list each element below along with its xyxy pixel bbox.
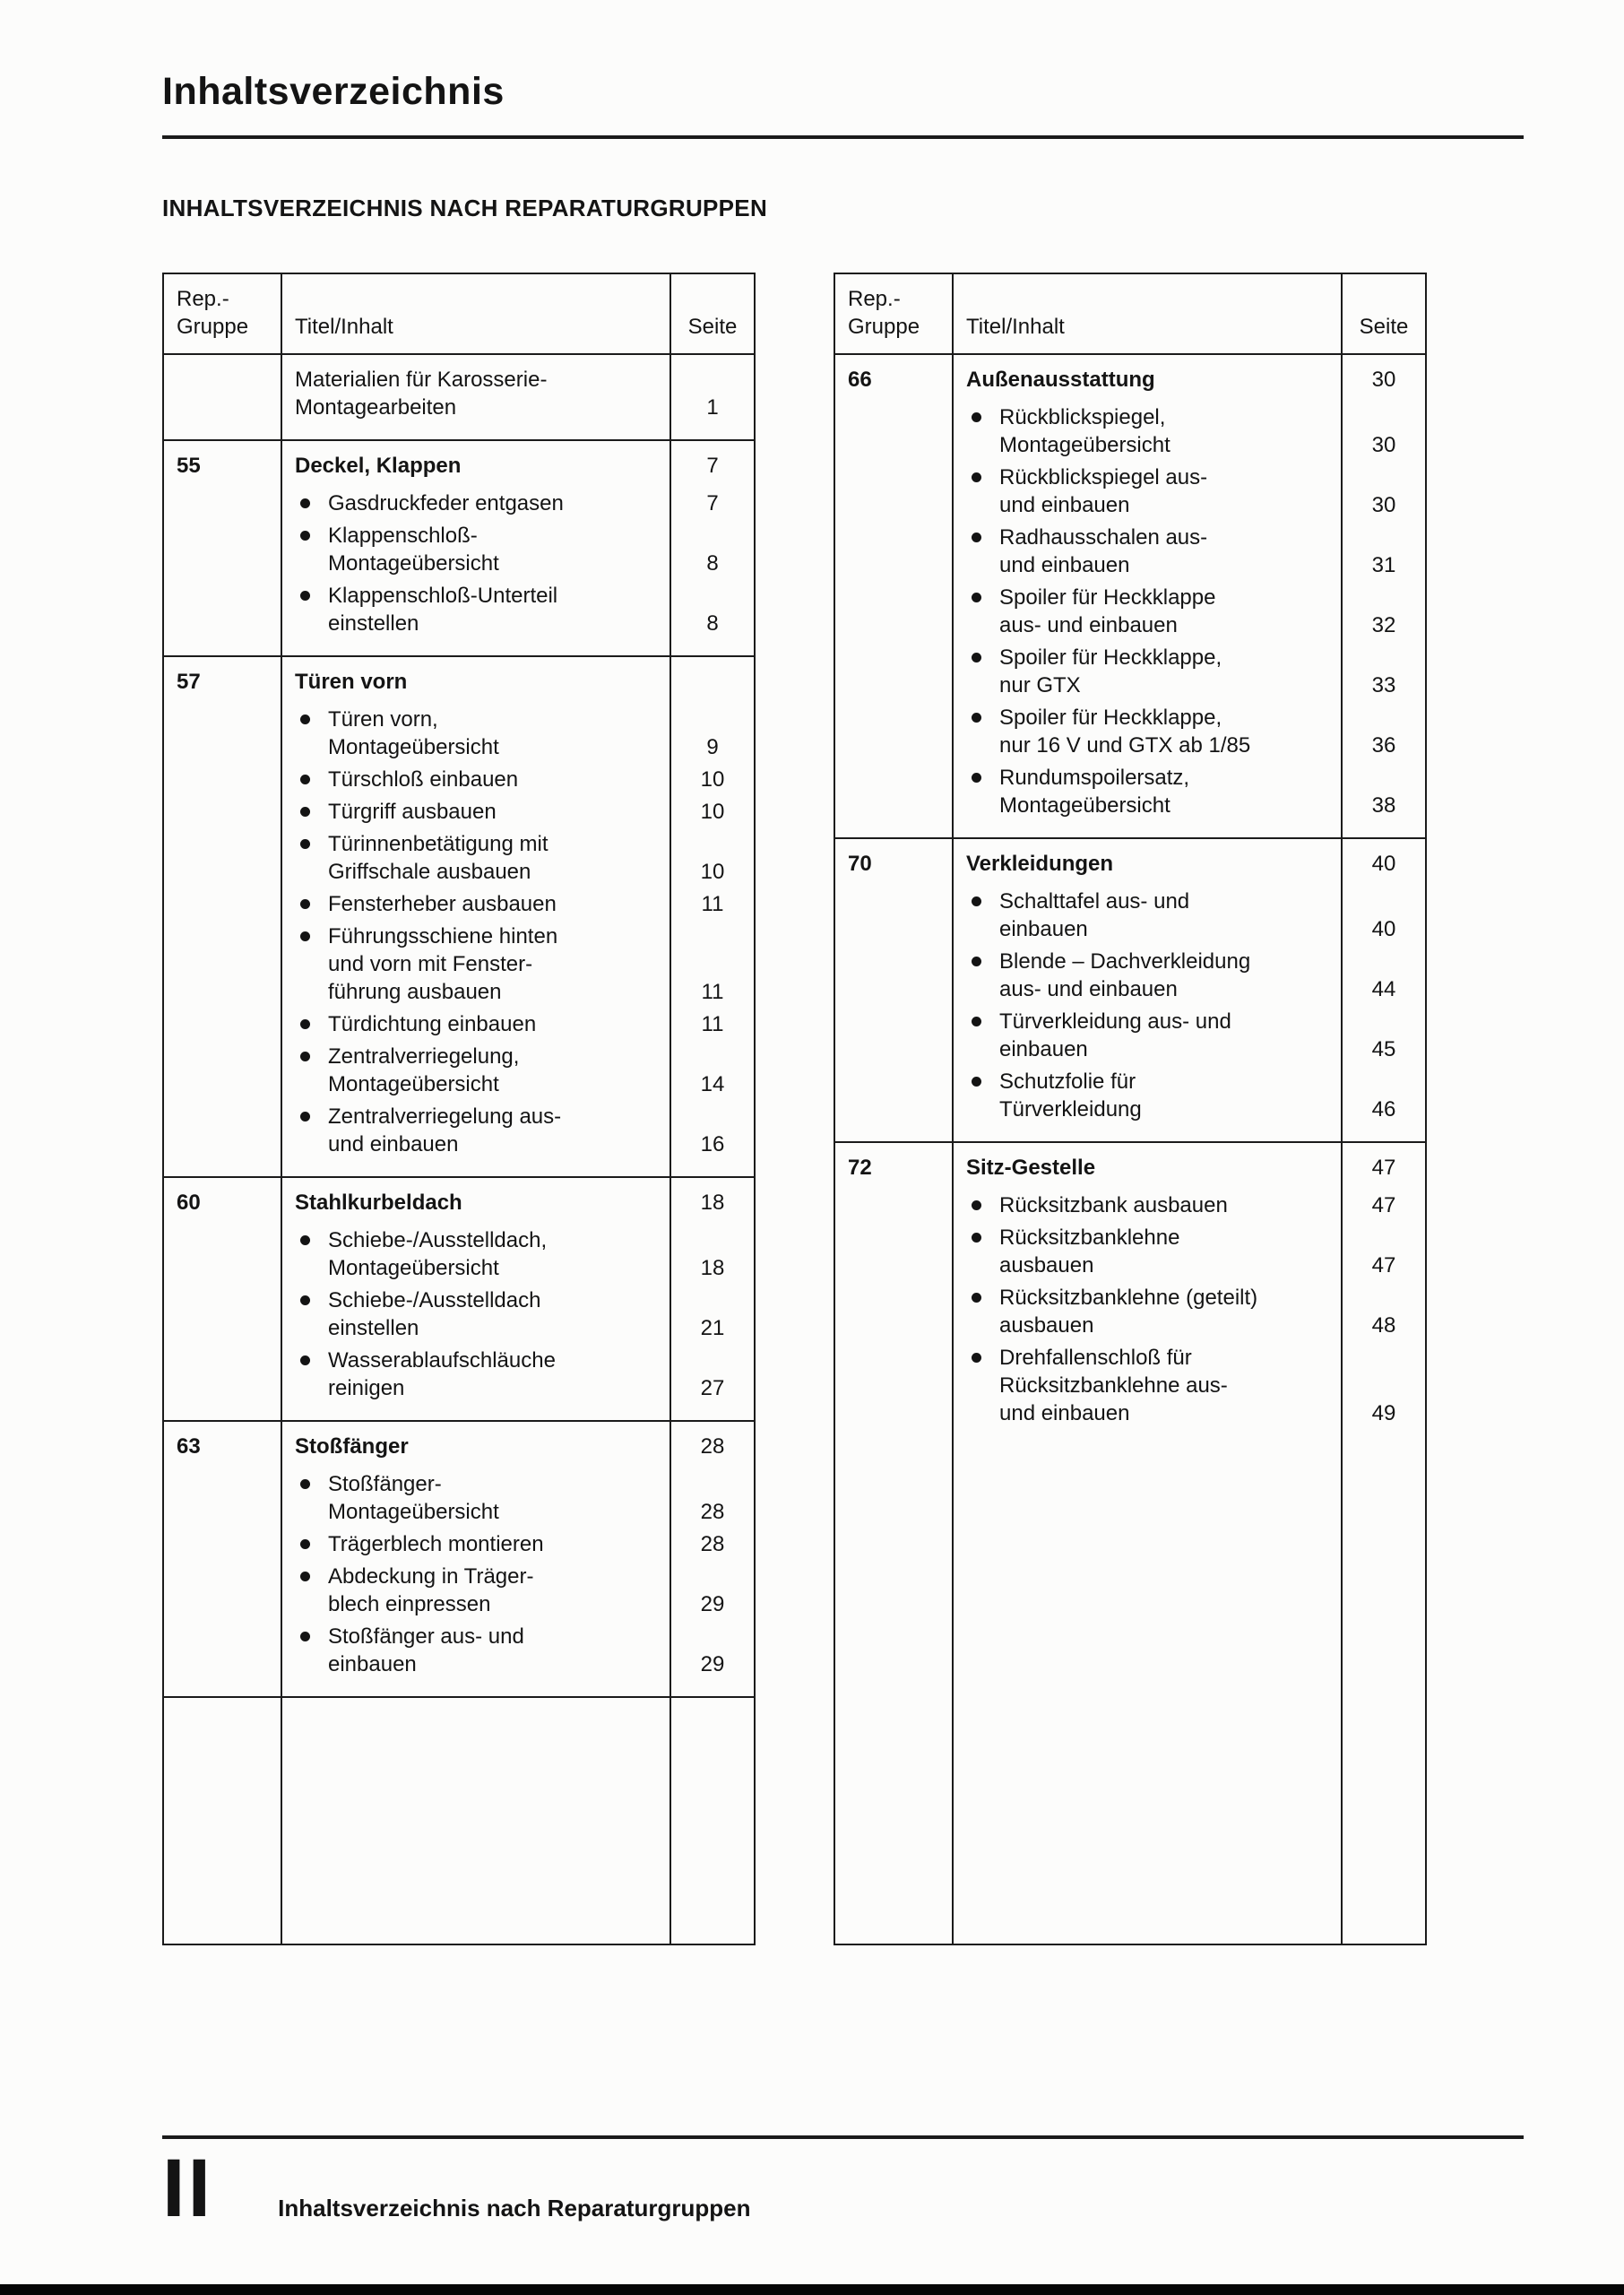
header-group-cell (164, 274, 282, 353)
bullet-icon (300, 498, 310, 508)
toc-entry-line (295, 890, 662, 918)
toc-entry-continuation: und einbauen (999, 553, 1130, 577)
page-number: 28 (700, 1532, 725, 1556)
toc-entry-line (966, 1008, 1334, 1035)
scan-edge-bottom (0, 2284, 1624, 2295)
group-cell (835, 355, 954, 837)
toc-entry-line (966, 644, 1334, 671)
entry-text: Stoßfänger aus- und (328, 1624, 524, 1649)
page-number: 18 (700, 1191, 725, 1215)
group-heading: Sitz-Gestelle (966, 1156, 1096, 1180)
page-cell (669, 1698, 754, 1944)
page-number (671, 366, 754, 394)
toc-entry-line (966, 1284, 1334, 1312)
page-number: 10 (700, 860, 725, 884)
entry-text: Abdeckung in Träger- (328, 1564, 534, 1589)
entry-text: Führungsschiene hinten (328, 924, 558, 948)
entry-text: Türen vorn, (328, 707, 438, 732)
page-number: 1 (706, 395, 719, 420)
bullet-icon (300, 1632, 310, 1641)
toc-entry-line (295, 489, 662, 517)
entry-text: Zentralverriegelung aus- (328, 1104, 562, 1129)
title-cell (282, 657, 669, 1176)
table-filler (164, 1696, 754, 1944)
group-cell (835, 839, 954, 1141)
group-cell (164, 1698, 282, 1944)
page-number: 10 (700, 767, 725, 792)
toc-entry-line (295, 1226, 662, 1254)
title-cell (954, 355, 1341, 837)
page-number (1343, 463, 1425, 491)
toc-entry-continuation: einbauen (999, 917, 1088, 941)
header-group-cell (835, 274, 954, 353)
entry-text: Spoiler für Heckklappe, (999, 645, 1222, 670)
toc-entry-continuation: Montageübersicht (328, 1072, 499, 1096)
page-number: 7 (706, 454, 719, 478)
toc-entry-line (966, 764, 1334, 792)
entry-text: Schiebe-/Ausstelldach (328, 1288, 541, 1312)
page-number: 9 (706, 735, 719, 759)
bullet-icon (300, 807, 310, 817)
toc-entry-line (295, 1623, 662, 1650)
entry-text: Türdichtung einbauen (328, 1012, 537, 1036)
bullet-icon (972, 653, 981, 663)
bullet-icon (300, 1112, 310, 1122)
toc-block-63 (164, 1420, 754, 1696)
group-number: 63 (177, 1434, 201, 1459)
page-number: 27 (700, 1376, 725, 1400)
entry-text: Fensterheber ausbauen (328, 892, 557, 916)
bullet-icon (300, 1235, 310, 1245)
toc-entry-continuation: Montageübersicht (328, 1256, 499, 1280)
toc-entry-continuation: Montageübersicht (328, 735, 499, 759)
page-number: 45 (1371, 1037, 1396, 1061)
entry-text: Türinnenbetätigung mit (328, 832, 549, 856)
toc-text-line: Montagearbeiten (295, 395, 457, 420)
page-number: 40 (1371, 917, 1396, 941)
page-number (1343, 888, 1425, 915)
toc-entry-continuation: Montageübersicht (328, 551, 499, 576)
group-heading: Türen vorn (295, 670, 408, 694)
toc-entry-continuation: einbauen (328, 1652, 417, 1676)
bullet-icon (300, 1052, 310, 1061)
entry-text: Schalttafel aus- und (999, 889, 1190, 914)
page-number (1343, 403, 1425, 431)
page-number (671, 706, 754, 733)
page-cell (669, 441, 754, 655)
toc-entry-line (966, 463, 1334, 491)
toc-text-line: Materialien für Karosserie- (295, 368, 548, 392)
bullet-icon (300, 714, 310, 724)
entry-text: Rücksitzbank ausbauen (999, 1193, 1228, 1217)
entry-text: Zentralverriegelung, (328, 1044, 520, 1069)
page-number: 49 (1371, 1401, 1396, 1425)
toc-block (164, 353, 754, 439)
group-heading: Außenausstattung (966, 368, 1155, 392)
page-number: 11 (701, 892, 724, 916)
page-number: 7 (706, 491, 719, 515)
page-number (671, 1226, 754, 1254)
page-number: 31 (1371, 553, 1396, 577)
entry-text: Türschloß einbauen (328, 767, 519, 792)
toc-entry-continuation: aus- und einbauen (999, 613, 1178, 637)
page-number: 14 (700, 1072, 725, 1096)
page-number: 8 (706, 551, 719, 576)
page-number (671, 1043, 754, 1070)
page-number (1343, 1372, 1425, 1399)
entry-text: Rückblickspiegel, (999, 405, 1166, 429)
toc-entry-continuation: blech einpressen (328, 1592, 491, 1616)
group-cell (164, 355, 282, 439)
entry-text: Drehfallenschloß für (999, 1346, 1192, 1370)
group-cell (164, 441, 282, 655)
page-cell (669, 355, 754, 439)
page-number: 11 (701, 1012, 724, 1036)
group-heading: Deckel, Klappen (295, 454, 462, 478)
page-number (671, 522, 754, 550)
header-page-cell (1341, 274, 1425, 353)
page-cell (669, 657, 754, 1176)
title-cell (282, 1698, 669, 1944)
entry-text: Rücksitzbanklehne (999, 1225, 1180, 1250)
toc-entry-continuation: und vorn mit Fenster- (328, 952, 533, 976)
toc-entry-line (295, 582, 662, 610)
toc-entry-continuation: und einbauen (999, 1401, 1130, 1425)
toc-entry-continuation: aus- und einbauen (999, 977, 1178, 1001)
toc-entry-continuation: einstellen (328, 611, 419, 636)
toc-block-57 (164, 655, 754, 1176)
entry-text: Klappenschloß-Unterteil (328, 584, 558, 608)
toc-entry-line (966, 1224, 1334, 1251)
bullet-icon (972, 472, 981, 482)
table-body (835, 353, 1425, 1944)
bullet-icon (300, 839, 310, 849)
page-cell (1341, 1143, 1425, 1445)
bullet-icon (972, 713, 981, 723)
entry-text: Türgriff ausbauen (328, 800, 497, 824)
page-number: 40 (1371, 852, 1396, 876)
toc-entry-continuation: führung ausbauen (328, 980, 502, 1004)
page-number (671, 830, 754, 858)
page-number: 47 (1371, 1193, 1396, 1217)
bullet-icon (972, 1200, 981, 1210)
table-filler (835, 1445, 1425, 1944)
table-header (835, 274, 1425, 353)
group-cell (164, 657, 282, 1176)
toc-entry-line (966, 948, 1334, 975)
title-cell (954, 1445, 1341, 1944)
footer-page-number: II (162, 2143, 214, 2234)
page-number (1343, 948, 1425, 975)
page-cell (1341, 839, 1425, 1141)
entry-text: Blende – Dachverkleidung (999, 949, 1251, 974)
group-number: 70 (848, 852, 872, 876)
page-number (671, 1286, 754, 1314)
header-page-label: Seite (1359, 315, 1409, 339)
toc-entry-continuation: Montageübersicht (999, 793, 1170, 818)
bullet-icon (972, 593, 981, 602)
bullet-icon (300, 1019, 310, 1029)
toc-entry-continuation: und einbauen (328, 1132, 459, 1156)
page-number: 11 (701, 980, 724, 1004)
page-number (1343, 584, 1425, 611)
group-cell (835, 1445, 954, 1944)
group-number: 66 (848, 368, 872, 392)
toc-block-70 (835, 837, 1425, 1141)
page-number (1343, 704, 1425, 732)
header-group-label-line1: Rep.- (848, 287, 901, 311)
bullet-icon (972, 1233, 981, 1243)
page-number: 10 (700, 800, 725, 824)
bullet-icon (300, 1355, 310, 1365)
entry-text: Rückblickspiegel aus- (999, 465, 1208, 489)
toc-entry-line (295, 1286, 662, 1314)
page-number: 30 (1371, 493, 1396, 517)
page-number: 47 (1371, 1253, 1396, 1277)
toc-entry-continuation: einbauen (999, 1037, 1088, 1061)
page-number (671, 1470, 754, 1498)
entry-text: Spoiler für Heckklappe (999, 585, 1216, 610)
page-number: 47 (1371, 1156, 1396, 1180)
title-cell (282, 1422, 669, 1696)
toc-entry-line (295, 1010, 662, 1038)
bullet-icon (972, 412, 981, 422)
group-heading: Verkleidungen (966, 852, 1114, 876)
bullet-icon (300, 591, 310, 601)
entry-text: Türverkleidung aus- und (999, 1009, 1231, 1034)
group-number: 72 (848, 1156, 872, 1180)
header-title-label: Titel/Inhalt (295, 315, 393, 339)
title-cell (954, 839, 1341, 1141)
toc-entry-line (966, 524, 1334, 551)
table-header (164, 274, 754, 353)
group-heading: Stahlkurbeldach (295, 1191, 462, 1215)
page-number (671, 922, 754, 950)
page-number (1343, 1068, 1425, 1096)
entry-text: Klappenschloß- (328, 524, 478, 548)
entry-text: Rücksitzbanklehne (geteilt) (999, 1286, 1258, 1310)
page-cell (1341, 1445, 1425, 1944)
toc-block-55 (164, 439, 754, 655)
title-cell (282, 1178, 669, 1420)
group-cell (164, 1422, 282, 1696)
page-number (671, 582, 754, 610)
bullet-icon (300, 1572, 310, 1581)
page-number (671, 668, 754, 696)
page-number (1343, 1284, 1425, 1312)
page-number (1343, 764, 1425, 792)
footer-rule (162, 2135, 1524, 2139)
toc-entry-line (966, 403, 1334, 431)
toc-entry-line (295, 522, 662, 550)
page-number: 30 (1371, 433, 1396, 457)
toc-entry-line (966, 584, 1334, 611)
page-number (1343, 1344, 1425, 1372)
toc-entry-continuation: Türverkleidung (999, 1097, 1142, 1122)
section-heading: INHALTSVERZEICHNIS NACH REPARATURGRUPPEN (162, 195, 768, 221)
toc-entry-continuation: Montageübersicht (999, 433, 1170, 457)
page-number (1343, 1008, 1425, 1035)
entry-text: Trägerblech montieren (328, 1532, 544, 1556)
bullet-icon (972, 1017, 981, 1026)
toc-entry-line (966, 888, 1334, 915)
footer-row (162, 2143, 1524, 2234)
entry-text: Spoiler für Heckklappe, (999, 706, 1222, 730)
toc-entry-line (295, 1470, 662, 1498)
toc-table-right (834, 273, 1427, 1945)
title-cell (282, 441, 669, 655)
header-title-cell (954, 274, 1341, 353)
bullet-icon (300, 931, 310, 941)
group-heading: Stoßfänger (295, 1434, 409, 1459)
toc-entry-line (295, 1563, 662, 1590)
toc-entry-continuation: Griffschale ausbauen (328, 860, 531, 884)
page-title: Inhaltsverzeichnis (162, 70, 505, 113)
page-footer (162, 2135, 1524, 2234)
page-number (671, 1623, 754, 1650)
group-cell (164, 1178, 282, 1420)
page-number: 29 (700, 1592, 725, 1616)
entry-text: Gasdruckfeder entgasen (328, 491, 564, 515)
page-number (671, 1347, 754, 1374)
entry-text: Rundumspoilersatz, (999, 766, 1190, 790)
page-number: 30 (1371, 368, 1396, 392)
bullet-icon (300, 775, 310, 784)
group-number: 57 (177, 670, 201, 694)
toc-entry-continuation: nur GTX (999, 673, 1081, 697)
page-number (671, 950, 754, 978)
page-number (1343, 644, 1425, 671)
table-body (164, 353, 754, 1944)
toc-entry-line (295, 706, 662, 733)
toc-entry-line (966, 1344, 1334, 1372)
entry-text: Stoßfänger- (328, 1472, 442, 1496)
bullet-icon (300, 531, 310, 541)
header-group-label-line2: Gruppe (177, 315, 249, 339)
bullet-icon (300, 1539, 310, 1549)
page-number: 28 (700, 1434, 725, 1459)
header-title-label: Titel/Inhalt (966, 315, 1065, 339)
page-number: 38 (1371, 793, 1396, 818)
toc-entry-line (966, 704, 1334, 732)
toc-entry-line (295, 1103, 662, 1130)
title-cell (282, 355, 669, 439)
toc-entry-continuation: und einbauen (999, 493, 1130, 517)
bullet-icon (972, 773, 981, 783)
page-number: 32 (1371, 613, 1396, 637)
title-cell (954, 1143, 1341, 1445)
toc-entry-continuation: Rücksitzbanklehne aus- (999, 1373, 1228, 1398)
toc-entry-continuation: einstellen (328, 1316, 419, 1340)
page-number: 18 (700, 1256, 725, 1280)
page-number (1343, 1224, 1425, 1251)
toc-entry-line (966, 1068, 1334, 1096)
entry-text: Schutzfolie für (999, 1070, 1136, 1094)
toc-entry-continuation: Montageübersicht (328, 1500, 499, 1524)
header-page-cell (669, 274, 754, 353)
toc-table-left (162, 273, 756, 1945)
toc-entry-line (295, 922, 662, 950)
header-title-cell (282, 274, 669, 353)
toc-entry-line (295, 766, 662, 793)
page-number: 16 (700, 1132, 725, 1156)
toc-entry-continuation: ausbauen (999, 1253, 1094, 1277)
page-number: 28 (700, 1500, 725, 1524)
bullet-icon (972, 896, 981, 906)
entry-text: Schiebe-/Ausstelldach, (328, 1228, 548, 1252)
footer-caption: Inhaltsverzeichnis nach Reparaturgruppen (278, 2195, 751, 2221)
page-number: 33 (1371, 673, 1396, 697)
page-number: 44 (1371, 977, 1396, 1001)
toc-entry-line (295, 1530, 662, 1558)
bullet-icon (972, 1293, 981, 1303)
bullet-icon (972, 957, 981, 966)
toc-block-66 (835, 353, 1425, 837)
page-cell (1341, 355, 1425, 837)
toc-entry-line (966, 1191, 1334, 1219)
page-cell (669, 1178, 754, 1420)
toc-entry-line (295, 1347, 662, 1374)
page-number: 46 (1371, 1097, 1396, 1122)
page-number (1343, 524, 1425, 551)
group-number: 55 (177, 454, 201, 478)
header-page-label: Seite (687, 315, 738, 339)
bullet-icon (300, 1479, 310, 1489)
entry-text: Radhausschalen aus- (999, 525, 1208, 550)
toc-block-72 (835, 1141, 1425, 1445)
page-number: 8 (706, 611, 719, 636)
page-number: 36 (1371, 733, 1396, 758)
bullet-icon (972, 533, 981, 542)
toc-block-60 (164, 1176, 754, 1420)
toc-entry-line (295, 1043, 662, 1070)
page-number (671, 1103, 754, 1130)
entry-text: Wasserablaufschläuche (328, 1348, 556, 1373)
header-group-label-line2: Gruppe (848, 315, 920, 339)
bullet-icon (300, 1295, 310, 1305)
page-number: 21 (700, 1316, 725, 1340)
toc-entry-line (295, 798, 662, 826)
toc-entry-continuation: ausbauen (999, 1313, 1094, 1338)
toc-tables (162, 273, 1524, 1945)
group-cell (835, 1143, 954, 1445)
bullet-icon (300, 899, 310, 909)
toc-entry-continuation: nur 16 V und GTX ab 1/85 (999, 733, 1251, 758)
page-number: 48 (1371, 1313, 1396, 1338)
page-number (671, 1563, 754, 1590)
toc-entry-line (295, 830, 662, 858)
bullet-icon (972, 1077, 981, 1087)
group-number: 60 (177, 1191, 201, 1215)
title-rule (162, 135, 1524, 139)
bullet-icon (972, 1353, 981, 1363)
page-cell (669, 1422, 754, 1696)
toc-entry-continuation: reinigen (328, 1376, 405, 1400)
page-number: 29 (700, 1652, 725, 1676)
header-group-label-line1: Rep.- (177, 287, 229, 311)
